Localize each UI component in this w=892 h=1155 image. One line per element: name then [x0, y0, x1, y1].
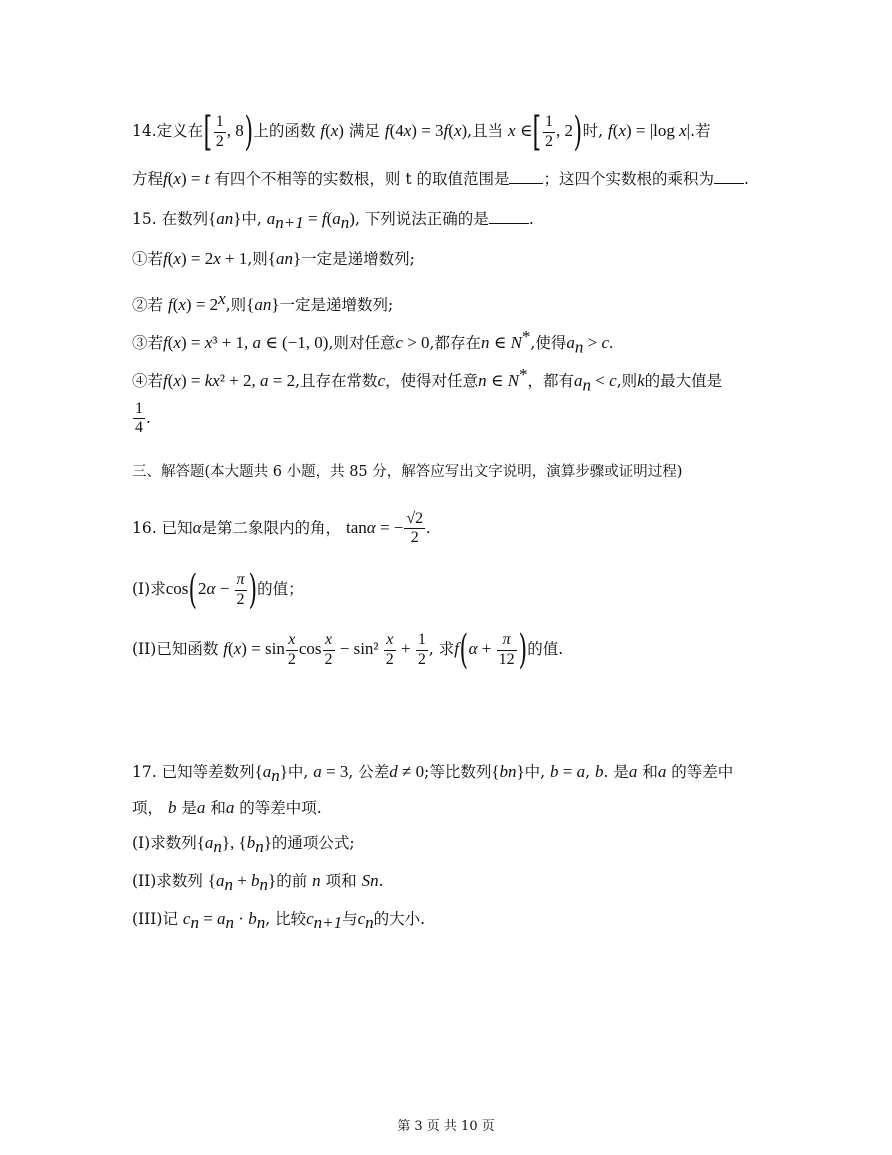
q15-option-4: ④若f(x) = kx² + 2, a = 2,且存在常数c，使得对任意n ∈ N*，都有$a_n < c$,则k的最大值是 — [132, 365, 723, 395]
q17-part2: (II)求数列 $\{a_n + b_n\}$的前 n 项和 Sn. — [132, 871, 384, 895]
q16-intro: 16. 已知α是第二象限内的角， tanα = − $\frac{√2}{2}$ . — [132, 510, 431, 547]
q15-option-2: ②若 $f(x) = 2^x$,则{an}一定是递增数列; — [132, 289, 394, 315]
fraction-one-half: $\frac{1}{2}$ — [545, 113, 554, 150]
q17-line1: 17. 已知等差数列$\{a_n\}$中, a = 3, 公差d ≠ 0;等比数列{bn}中, b = a, b. 是a 和a 的等差中 — [132, 762, 734, 786]
q15-intro: 15. 在数列{an}中, $a_{n+1} = f(a_n)$, 下列说法正确的是 . — [132, 209, 534, 233]
q14-line1: 14.定义在[ $\frac{1}{2}$ , 8)上的函数 f(x) 满足 f(4x) = 3f(x),且当 x ∈[ $\frac{1}{2}$ , 2)时, f(x) = |log x|.若 — [132, 109, 711, 155]
fraction-one-quarter: $\frac{1}{4}$ — [135, 400, 143, 437]
q14-text: ,且当 — [467, 122, 504, 140]
q15-text: , 下列说法正确的是 — [354, 210, 489, 228]
math-expression: f — [320, 121, 326, 140]
q17-part3: (III)记 $c_n = a_n \cdot b_n$, 比较$c_{n+1}$与$c_n$的大小. — [132, 909, 426, 933]
q14-text: 满足 — [348, 122, 380, 140]
math-expression: x — [508, 121, 516, 140]
fraction-pi-over-12: $\frac{\pi}{12}$ — [498, 631, 515, 668]
q15-text: 中, — [241, 210, 262, 228]
q14-line2: 方程f(x) = t 有四个不相等的实数根，则 t 的取值范围是 ；这四个实数根的乘积为 . — [132, 169, 749, 188]
answer-blank[interactable] — [714, 171, 744, 184]
q15-option-3: ③若f(x) = x³ + 1, a ∈ (−1, 0),则对任意c > 0,都存在n ∈ N*,使得$a_n > c$. — [132, 327, 614, 357]
answer-blank[interactable] — [509, 171, 543, 184]
math-expression: f — [384, 121, 390, 140]
q17-line2: 项， b 是a 和a 的等差中项. — [132, 798, 322, 817]
section-heading: 三、解答题(本大题共 6 小题，共 85 分，解答应写出文字说明，演算步骤或证明过程) — [132, 464, 683, 480]
q16-part1: (I)求cos(2α − $\frac{\pi}{2}$ )的值； — [132, 567, 304, 613]
fraction-pi-over-2: $\frac{\pi}{2}$ — [236, 571, 245, 608]
fraction-sqrt2-over-2: $\frac{√2}{2}$ — [406, 510, 424, 547]
q14-text: ；这四个实数根的乘积为 — [543, 170, 714, 188]
q15-text: 15. 在数列 — [132, 210, 209, 228]
q14-text: 上的函数 — [253, 122, 316, 140]
q14-text: 14.定义在 — [132, 122, 204, 140]
q14-text: 时, — [582, 122, 604, 140]
q15-option-1: ①若f(x) = 2x + 1,则{an}一定是递增数列; — [132, 249, 415, 268]
q14-text: 方程 — [132, 170, 164, 188]
q14-text: 有四个不相等的实数根，则 t 的取值范围是 — [214, 170, 510, 188]
fraction-one-half: $\frac{1}{2}$ — [215, 113, 224, 150]
q15-option-4-answer: $\frac{1}{4}$ . — [135, 400, 151, 437]
q14-text: .若 — [690, 122, 711, 140]
math-expression: f — [608, 121, 613, 140]
q16-part2: (II)已知函数 f(x) = sin $\frac{x}{2}$ cos $\frac{x}{2}$ − sin² $\frac{x}{2}$ + $\frac{1}{2}$ , 求f(α + $\frac{\pi}{12}$ )的值. — [132, 627, 564, 673]
page-footer: 第 3 页 共 10 页 — [397, 1119, 495, 1134]
answer-blank[interactable] — [489, 211, 529, 224]
q17-part1: (I)求数列$\{a_n\}$, $\{b_n\}$的通项公式; — [132, 833, 355, 857]
